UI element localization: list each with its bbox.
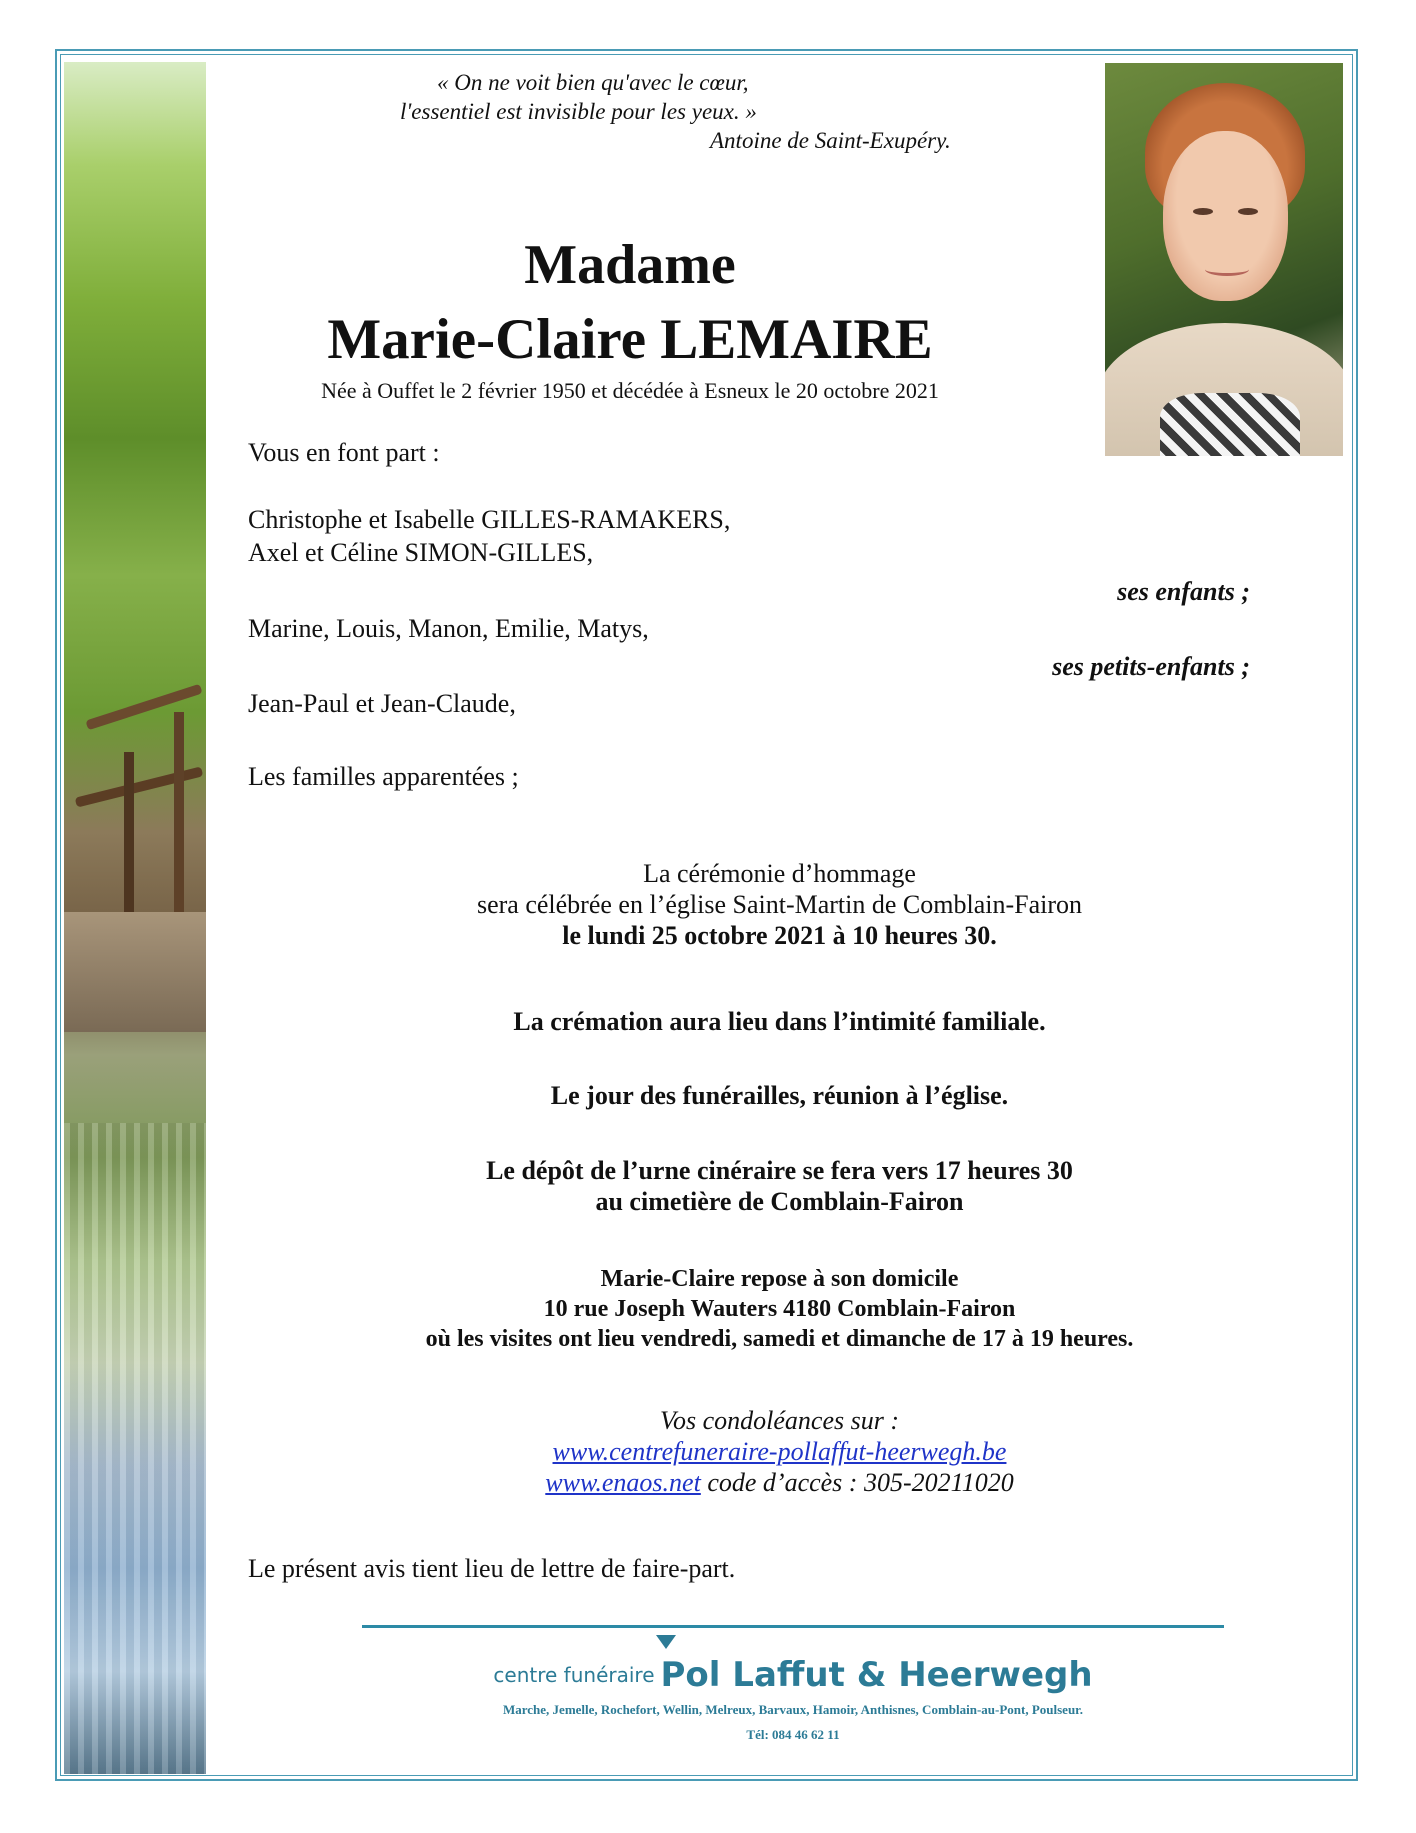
salutation: Madame — [524, 234, 736, 296]
landscape-photo-strip — [64, 62, 206, 1774]
ceremony-line: sera célébrée en l’église Saint-Martin de Comblain-Fairon — [476, 890, 1082, 919]
rest-line: où les visites ont lieu vendredi, samedi et dimanche de 17 à 19 heures. — [425, 1326, 1134, 1352]
grandchildren-label: ses petits-enfants ; — [1052, 652, 1250, 681]
quote-line: « On ne voit bien qu'avec le cœur, — [437, 70, 749, 95]
family-line: Les familles apparentées ; — [248, 762, 519, 791]
footer-phone: Tél: 084 46 62 11 — [746, 1727, 840, 1742]
quote-line: l'essentiel est invisible pour les yeux. » — [400, 99, 757, 124]
rest-line: Marie-Claire repose à son domicile — [600, 1266, 959, 1292]
birth-death-dates: Née à Ouffet le 2 février 1950 et décédée à Esneux le 20 octobre 2021 — [321, 378, 939, 403]
urn-line: au cimetière de Comblain-Fairon — [595, 1187, 964, 1216]
urn-line: Le dépôt de l’urne cinéraire se fera vers 17 heures 30 — [486, 1156, 1073, 1185]
footer-triangle-icon — [656, 1635, 676, 1649]
bridge-rail — [85, 684, 202, 731]
children-label: ses enfants ; — [1117, 577, 1250, 606]
portrait-photo — [1105, 63, 1343, 456]
footer-divider — [362, 1625, 1224, 1628]
funeral-home-link[interactable]: www.centrefuneraire-pollaffut-heerwegh.be — [552, 1437, 1007, 1466]
logo-small-text: centre funéraire — [493, 1663, 655, 1687]
footer-towns: Marche, Jemelle, Rochefort, Wellin, Melreux, Barvaux, Hamoir, Anthisnes, Comblain-au-Pont, Poulseur. — [502, 1702, 1084, 1717]
ceremony-line: La cérémonie d’hommage — [643, 859, 916, 888]
ceremony-date: le lundi 25 octobre 2021 à 10 heures 30. — [562, 921, 997, 950]
cremation-note: La crémation aura lieu dans l’intimité familiale. — [513, 1007, 1046, 1036]
condolences-label: Vos condoléances sur : — [659, 1406, 899, 1435]
urn-block — [206, 1155, 1353, 1217]
logo-big-text: Pol Laffut & Heerwegh — [660, 1655, 1093, 1695]
water-reflection — [64, 1123, 206, 1774]
family-line: Axel et Céline SIMON-GILLES, — [248, 538, 594, 567]
enaos-link[interactable]: www.enaos.net — [545, 1468, 701, 1497]
closing-text: Le présent avis tient lieu de lettre de faire-part. — [248, 1554, 736, 1583]
intro-text: Vous en font part : — [248, 438, 440, 467]
bridge-deck — [64, 912, 206, 1032]
family-line: Christophe et Isabelle GILLES-RAMAKERS, — [248, 505, 731, 534]
access-code: code d’accès : 305-20211020 — [700, 1468, 1014, 1497]
deceased-name: Marie-Claire LEMAIRE — [327, 308, 933, 371]
family-line: Marine, Louis, Manon, Emilie, Matys, — [248, 614, 649, 643]
condolences-block — [206, 1405, 1353, 1498]
rest-line: 10 rue Joseph Wauters 4180 Comblain-Fairon — [543, 1296, 1016, 1322]
funeral-home-logo — [362, 1655, 1224, 1695]
meeting-note: Le jour des funérailles, réunion à l’église. — [550, 1081, 1009, 1110]
ceremony-block — [206, 858, 1353, 951]
family-line: Jean-Paul et Jean-Claude, — [248, 689, 516, 718]
quote-author: Antoine de Saint-Exupéry. — [710, 128, 951, 153]
rest-block — [206, 1264, 1353, 1354]
